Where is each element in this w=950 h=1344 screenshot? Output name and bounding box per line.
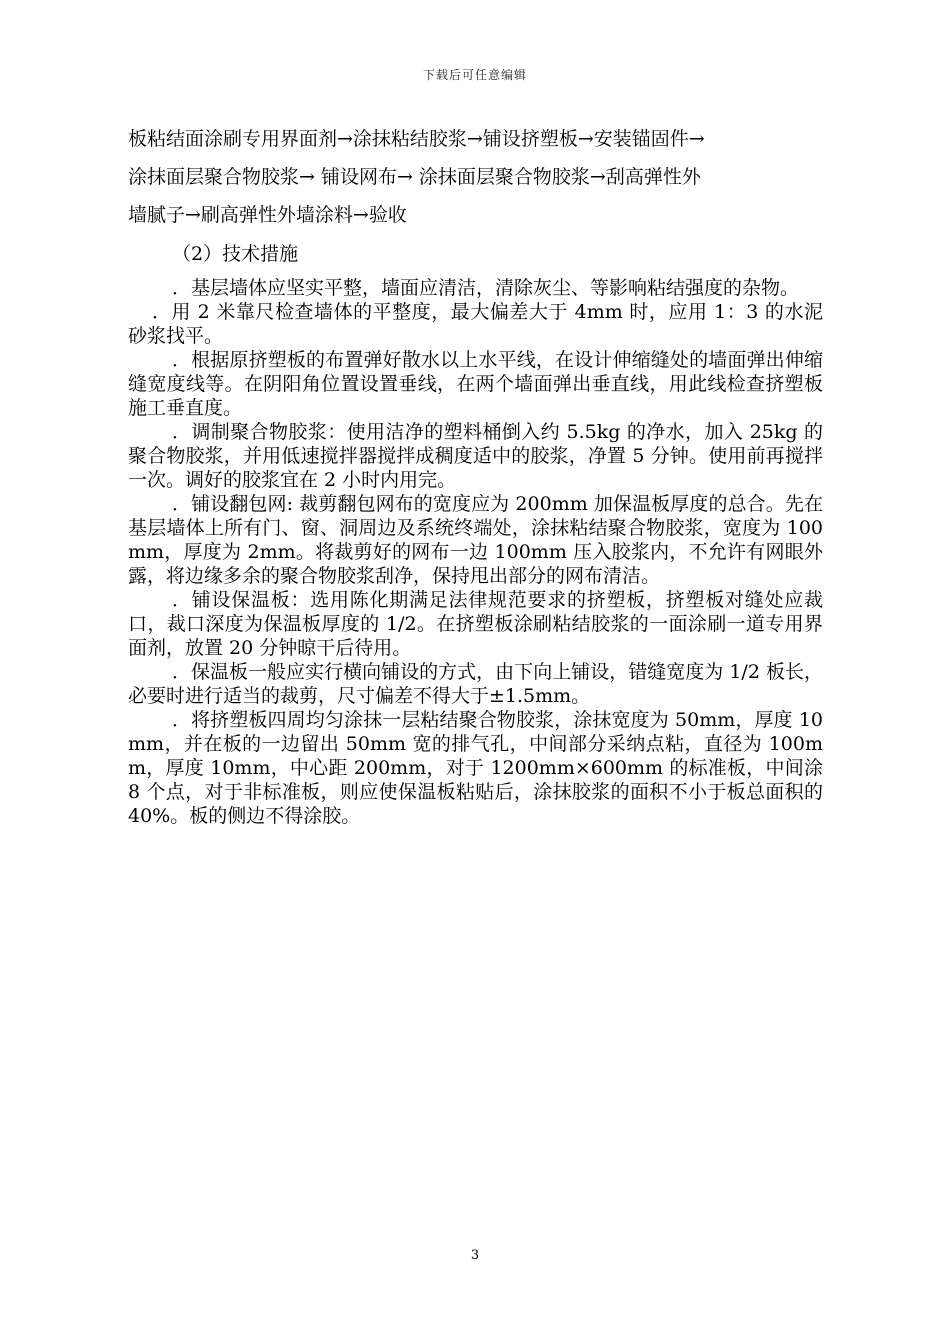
header-note: 下载后可任意编辑: [422, 68, 527, 82]
process-flow: [128, 120, 823, 234]
paragraph-flatness-check: ．用 2 米靠尺检查墙体的平整度，最大偏差大于 4mm 时，应用 1：3 的水泥砂浆找平。: [128, 301, 823, 347]
paragraph-mortar-mixing: ．调制聚合物胶浆：使用洁净的塑料桶倒入约 5.5kg 的净水，加入 25kg 的聚合物胶浆，并用低速搅拌器搅拌成稠度适中的胶浆，净置 5 分钟。使用前再搅拌一次。调好的胶浆宜在 2 小时内用完。: [128, 421, 823, 491]
process-flow-line: 板粘结面涂刷专用界面剂→涂抹粘结胶浆→铺设挤塑板→安装锚固件→: [128, 128, 705, 150]
paragraph-base-wall: ．基层墙体应坚实平整，墙面应清洁，清除灰尘、等影响粘结强度的杂物。: [172, 277, 800, 299]
process-flow-line: 墙腻子→刷高弹性外墙涂料→验收: [128, 204, 407, 226]
section-heading: （2）技术措施: [172, 243, 299, 265]
paragraph-board-laying: ．保温板一般应实行横向铺设的方式，由下向上铺设，错缝宽度为 1/2 板长，必要时进行适当的裁剪，尺寸偏差不得大于±1.5mm。: [128, 661, 823, 707]
page-number: 3: [470, 1248, 480, 1263]
paragraph-mesh-wrapping: ．铺设翻包网: 裁剪翻包网布的宽度应为 200mm 加保温板厚度的总合。先在基层墙体上所有门、窗、洞周边及系统终端处，涂抹粘结聚合物胶浆，宽度为 100mm，厚度为 2mm。将裁剪好的网布一边 100mm 压入胶浆内，不允许有网眼外露，将边缘多余的聚合物胶浆刮净，保持甩出部分的网布清洁。: [128, 493, 823, 587]
process-flow-line: 涂抹面层聚合物胶浆→ 铺设网布→ 涂抹面层聚合物胶浆→刮高弹性外: [128, 166, 701, 188]
paragraph-layout-lines: ．根据原挤塑板的布置弹好散水以上水平线，在设计伸缩缝处的墙面弹出伸缩缝宽度线等。在阴阳角位置设置垂线，在两个墙面弹出垂直线，用此线检查挤塑板施工垂直度。: [128, 349, 823, 419]
document-body: [128, 120, 823, 828]
paragraph-adhesive-application: ．将挤塑板四周均匀涂抹一层粘结聚合物胶浆，涂抹宽度为 50mm，厚度 10mm，并在板的一边留出 50mm 宽的排气孔，中间部分采纳点粘，直径为 100mm，厚度 10mm，中心距 200mm，对于 1200mm×600mm 的标准板，中间涂 8 个点，对于非标准板，则应使保温板粘贴后，涂抹胶浆的面积不小于板总面积的 40%。板的侧边不得涂胶。: [128, 709, 823, 827]
paragraph-insulation-board: ．铺设保温板：选用陈化期满足法律规范要求的挤塑板，挤塑板对缝处应裁口，裁口深度为保温板厚度的 1/2。在挤塑板涂刷粘结胶浆的一面涂刷一道专用界面剂，放置 20 分钟晾干后待用。: [128, 589, 823, 659]
